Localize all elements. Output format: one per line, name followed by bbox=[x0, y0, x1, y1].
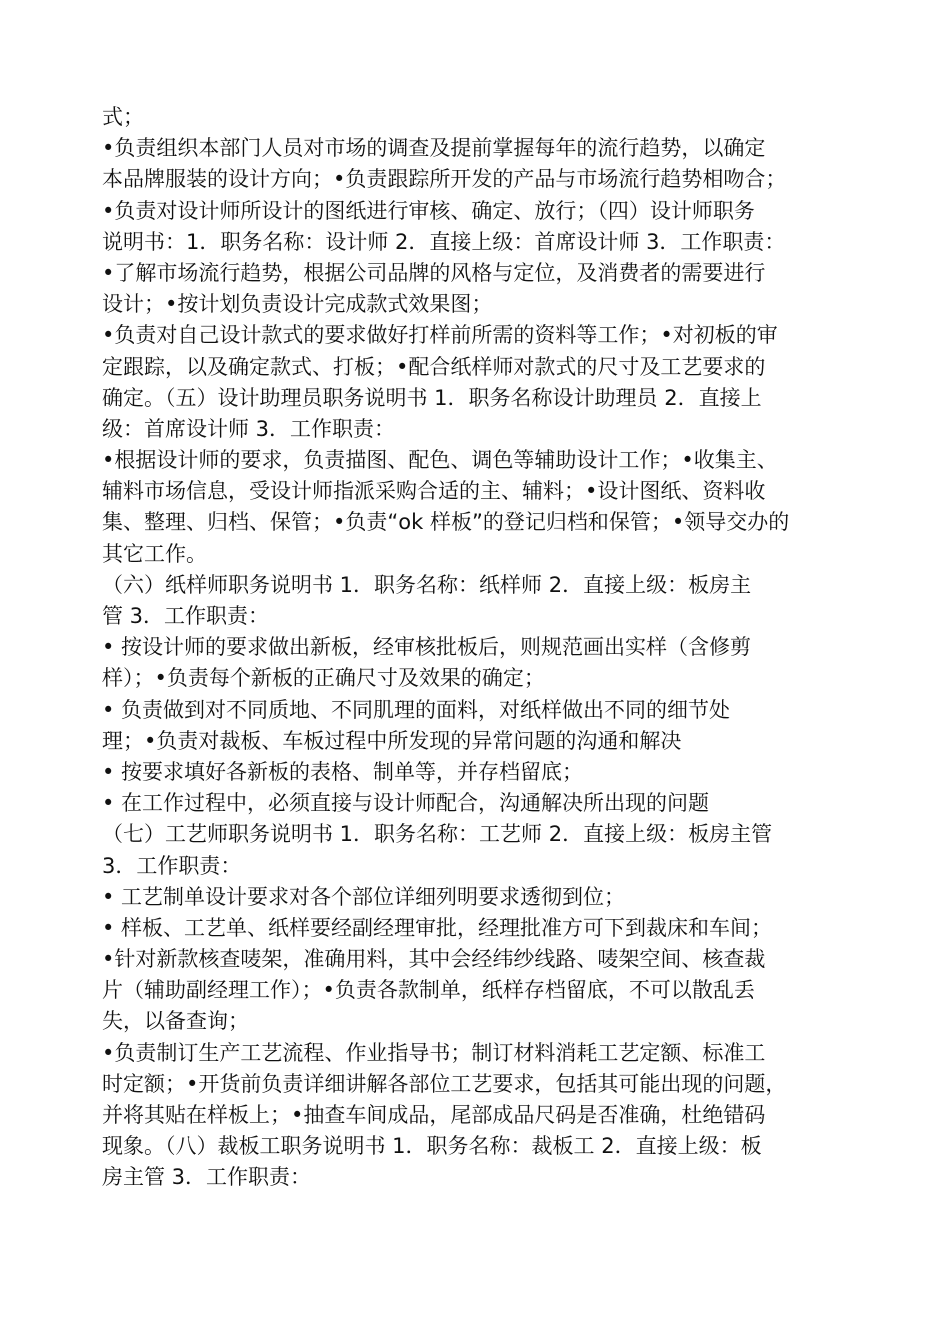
text-line: 管 3．工作职责： bbox=[102, 604, 270, 628]
text-line: 其它工作。 bbox=[102, 541, 207, 566]
text-line: • 工艺制单设计要求对各个部位详细列明要求透彻到位； bbox=[102, 884, 626, 909]
text-line: • 在工作过程中，必须直接与设计师配合，沟通解决所出现的问题 bbox=[102, 791, 710, 816]
text-line: （六）纸样师职务说明书 1．职务名称：纸样师 2．直接上级：板房主 bbox=[102, 572, 752, 597]
body-text bbox=[102, 102, 842, 1194]
text-line: • 按要求填好各新板的表格、制单等，并存档留底； bbox=[102, 759, 584, 784]
text-line: 3．工作职责： bbox=[102, 853, 242, 878]
text-line: 本品牌服装的设计方向；•负责跟踪所开发的产品与市场流行趋势相吻合； bbox=[102, 167, 787, 192]
text-line: •负责对自己设计款式的要求做好打样前所需的资料等工作；•对初板的审 bbox=[102, 323, 778, 348]
text-line: 辅料市场信息，受设计师指派采购合适的主、辅料；•设计图纸、资料收 bbox=[102, 479, 766, 504]
text-line: 时定额；•开货前负责详细讲解各部位工艺要求，包括其可能出现的问题， bbox=[102, 1071, 787, 1096]
text-line: （七）工艺师职务说明书 1．职务名称：工艺师 2．直接上级：板房主管 bbox=[102, 822, 773, 847]
text-line: 级：首席设计师 3．工作职责： bbox=[102, 416, 396, 441]
text-line: 设计；•按计划负责设计完成款式效果图； bbox=[102, 292, 493, 317]
text-line: 现象。（八）裁板工职务说明书 1．职务名称：裁板工 2．直接上级：板 bbox=[102, 1134, 762, 1159]
text-line: •负责制订生产工艺流程、作业指导书；制订材料消耗工艺定额、标准工 bbox=[102, 1040, 766, 1065]
text-line: 房主管 3．工作职责： bbox=[102, 1165, 312, 1190]
text-line: 失，以备查询； bbox=[102, 1009, 249, 1034]
text-line: 集、整理、归档、保管；•负责“ok 样板”的登记归档和保管；•领导交办的 bbox=[102, 510, 790, 535]
text-line: • 按设计师的要求做出新板，经审核批板后，则规范画出实样（含修剪 bbox=[102, 635, 752, 660]
text-line: • 样板、工艺单、纸样要经副经理审批，经理批准方可下到裁床和车间； bbox=[102, 915, 773, 940]
text-line: •负责对设计师所设计的图纸进行审核、确定、放行；（四）设计师职务 bbox=[102, 198, 755, 223]
text-line: 确定。（五）设计助理员职务说明书 1．职务名称设计助理员 2．直接上 bbox=[102, 385, 762, 410]
text-line: 并将其贴在样板上；•抽查车间成品，尾部成品尺码是否准确，杜绝错码 bbox=[102, 1103, 766, 1127]
text-line: 理；•负责对裁板、车板过程中所发现的异常问题的沟通和解决 bbox=[102, 728, 682, 753]
text-line: •根据设计师的要求，负责描图、配色、调色等辅助设计工作；•收集主、 bbox=[102, 448, 778, 473]
text-line: 片（辅助副经理工作）；•负责各款制单，纸样存档留底，不可以散乱丢 bbox=[102, 978, 755, 1003]
text-line: 定跟踪，以及确定款式、打板；•配合纸样师对款式的尺寸及工艺要求的 bbox=[102, 354, 766, 379]
text-line: •了解市场流行趋势，根据公司品牌的风格与定位，及消费者的需要进行 bbox=[102, 260, 766, 285]
text-line: 样）；•负责每个新板的正确尺寸及效果的确定； bbox=[102, 666, 545, 691]
text-line: 式； bbox=[102, 105, 144, 129]
text-line: • 负责做到对不同质地、不同肌理的面料，对纸样做出不同的细节处 bbox=[102, 697, 731, 722]
text-line: •针对新款核查唛架，准确用料，其中会经纬纱线路、唛架空间、核查裁 bbox=[102, 947, 766, 972]
text-line: •负责组织本部门人员对市场的调查及提前掌握每年的流行趋势，以确定 bbox=[102, 136, 766, 161]
text-line: 说明书：1．职务名称：设计师 2．直接上级：首席设计师 3．工作职责： bbox=[102, 229, 786, 254]
